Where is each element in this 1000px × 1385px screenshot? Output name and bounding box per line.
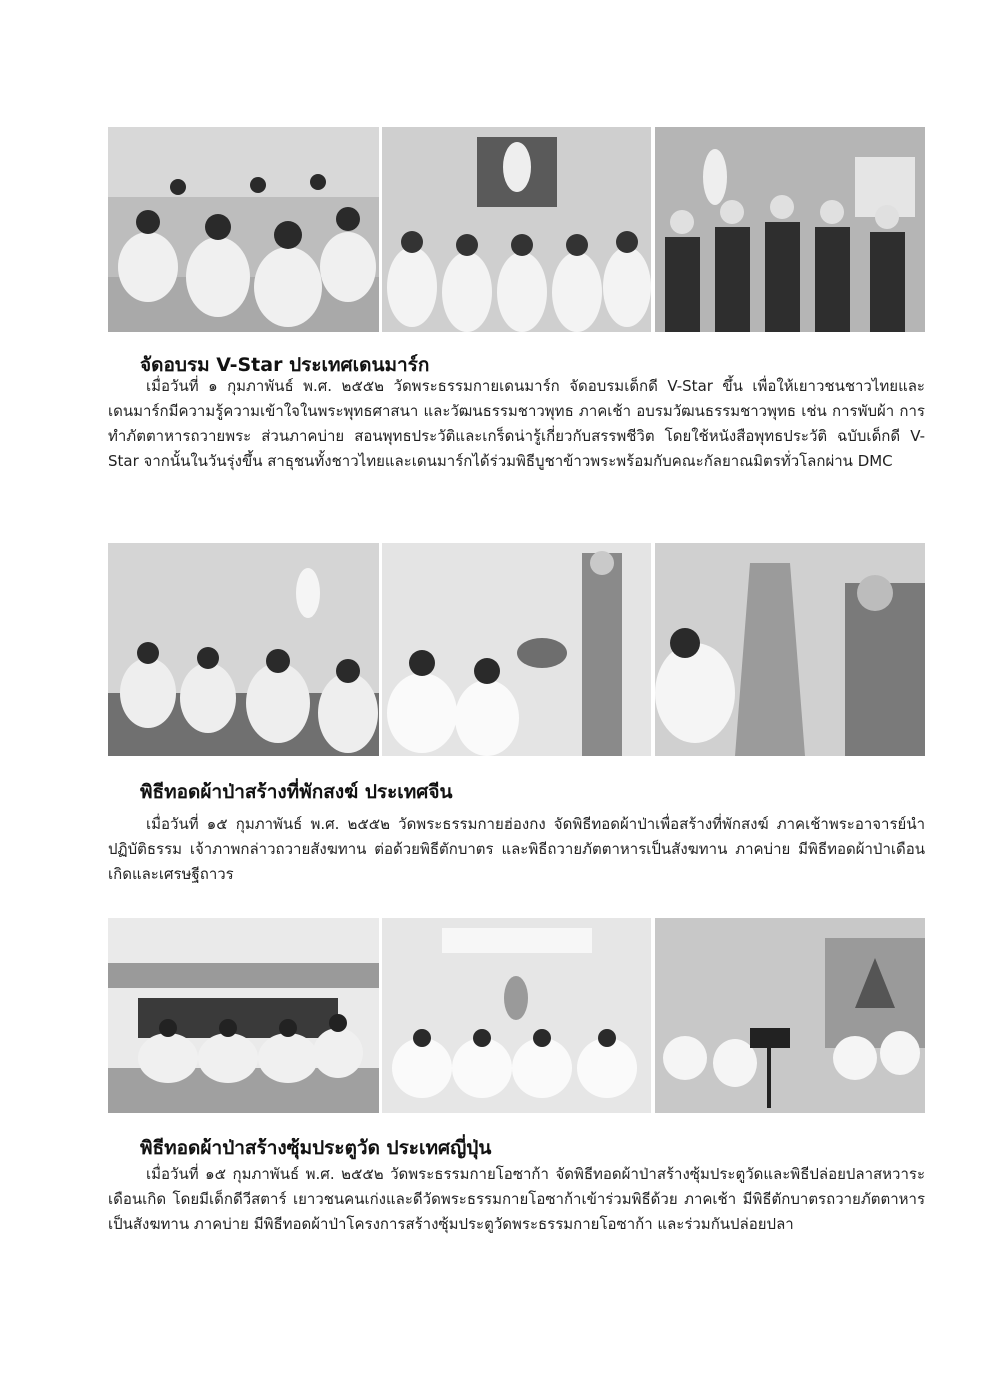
section-body-denmark [108, 374, 925, 474]
section-heading-denmark: จัดอบรม V-Star ประเทศเดนมาร์ก [140, 354, 430, 376]
photo-meditation-class [108, 127, 379, 332]
section-heading-japan: พิธีทอดผ้าป่าสร้างซุ้มประตูวัด ประเทศญี่ปุ่น [140, 1137, 492, 1159]
photo-group-outdoor [108, 918, 379, 1113]
section-body-china [108, 812, 925, 887]
photo-money-tree [655, 543, 925, 756]
photo-group-indoor [382, 918, 651, 1113]
section-paragraph: เมื่อวันที่ ๑๕ กุมภาพันธ์ พ.ศ. ๒๕๕๒ วัดพระธรรมกายโอซาก้า จัดพิธีทอดผ้าป่าสร้างซุ้มประตูวัดและพิธีปล่อยปลาสหวาระเดือนเกิด โดยมีเด็กดีวีสตาร์ เยาวชนคนเก่งและดีวัดพระธรรมกายโอซาก้าเข้าร่วมพิธีด้วย ภาคเช้า มีพิธีตักบาตรถวายภัตตาหารเป็นสังฆทาน ภาคบ่าย มีพิธีทอดผ้าป่าโครงการสร้างซุ้มประตูวัดพระธรรมกายโอซาก้า และร่วมกันปล่อยปลา [108, 1165, 925, 1233]
photo-monk-offering [382, 543, 651, 756]
section-heading-china: พิธีทอดผ้าป่าสร้างที่พักสงฆ์ ประเทศจีน [140, 781, 453, 803]
photo-japan-class [655, 918, 925, 1113]
photo-group-altar [382, 127, 651, 332]
photo-children-waving [655, 127, 925, 332]
section-paragraph: เมื่อวันที่ ๑ กุมภาพันธ์ พ.ศ. ๒๕๕๒ วัดพระธรรมกายเดนมาร์ก จัดอบรมเด็กดี V-Star ขึ้น เพื่อให้เยาวชนชาวไทยและเดนมาร์กมีความรู้ความเข้าใจในพระพุทธศาสนา และวัฒนธรรมชาวพุทธ ภาคเช้า อบรมวัฒนธรรมชาวพุทธ เช่น การพับผ้า การทำภัตตาหารถวายพระ ส่วนภาคบ่าย สอนพุทธประวัติและเกร็ดน่ารู้เกี่ยวกับสรรพชีวิต โดยใช้หนังสือพุทธประวัติ ฉบับเด็กดี V-Star จากนั้นในวันรุ่งขึ้น สาธุชนทั้งชาวไทยและเดนมาร์กได้ร่วมพิธีบูชาข้าวพระพร้อมกับคณะกัลยาณมิตรทั่วโลกผ่าน DMC [108, 377, 925, 470]
section-body-japan [108, 1162, 925, 1237]
photo-row-denmark [108, 127, 925, 332]
photo-meditation-hall [108, 543, 379, 756]
section-paragraph: เมื่อวันที่ ๑๕ กุมภาพันธ์ พ.ศ. ๒๕๕๒ วัดพระธรรมกายฮ่องกง จัดพิธีทอดผ้าป่าเพื่อสร้างที่พักสงฆ์ ภาคเช้าพระอาจารย์นำปฏิบัติธรรม เจ้าภาพกล่าวถวายสังฆทาน ต่อด้วยพิธีตักบาตร และพิธีถวายภัตตาหารเป็นสังฆทาน ภาคบ่าย มีพิธีทอดผ้าป่าเดือนเกิดและเศรษฐีถาวร [108, 815, 925, 883]
photo-row-china [108, 543, 925, 756]
photo-row-japan [108, 918, 925, 1113]
